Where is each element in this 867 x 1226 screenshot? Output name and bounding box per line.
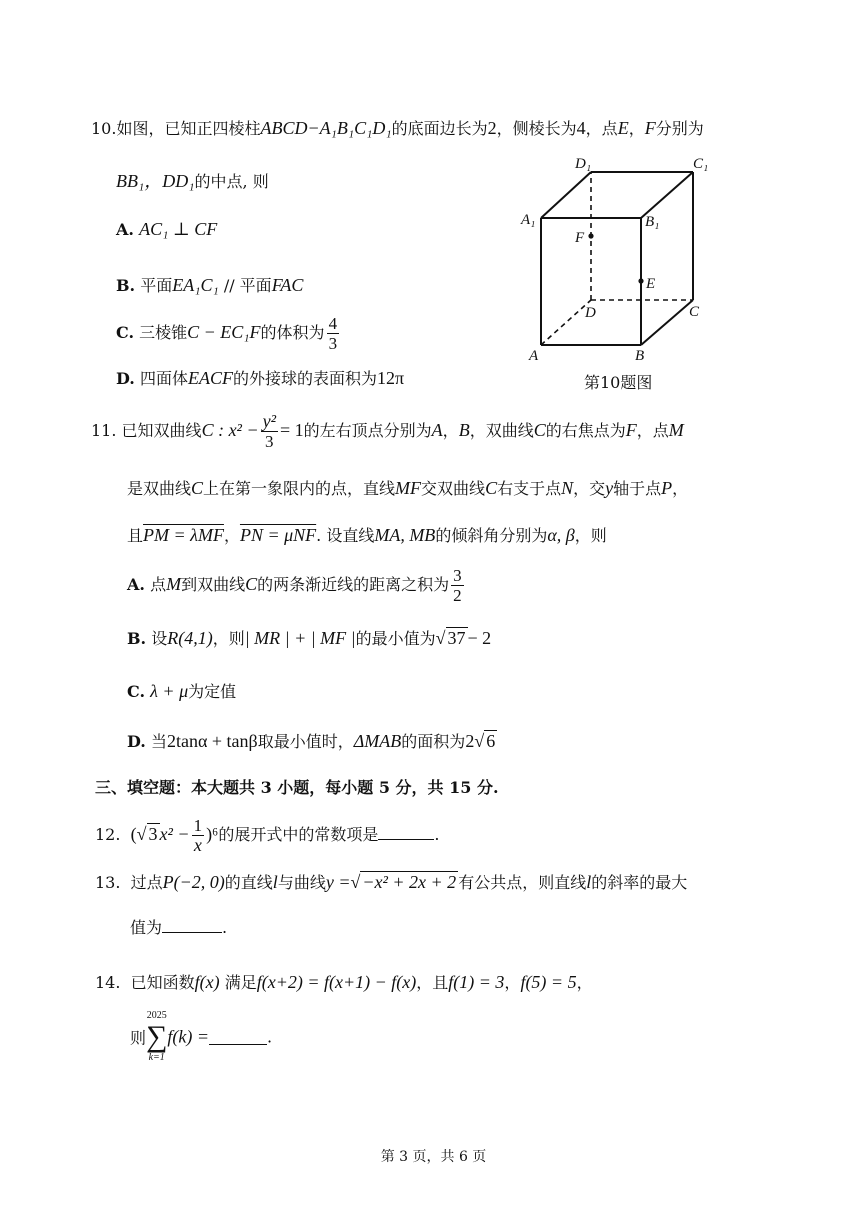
volume-fraction: $\frac{4}{3}$: [328, 314, 338, 353]
prism-name: ABCD−A₁B₁C₁D₁: [260, 118, 392, 138]
edge-B1-C1: [641, 172, 693, 218]
label-F: F: [575, 230, 585, 246]
label-E: E: [646, 276, 656, 292]
q10-option-c: C. 三棱锥C − EC₁F的体积为 $\frac{4}{3}$: [116, 314, 338, 353]
q11-option-c: C. λ + μ为定值: [127, 681, 237, 701]
q12-line: 12. (√ 3 x² − $\frac{1}{x}$ )⁶的展开式中的常数项是 .: [95, 816, 440, 855]
hyperbola-fraction: $\frac{\text{y²}}{3}$: [262, 411, 276, 451]
label-C1: C₁: [693, 156, 709, 172]
q10-number: 10.: [91, 119, 117, 138]
q11-line2: 是双曲线C上在第一象限内的点，直线MF交双曲线C右支于点N，交y轴于点P，: [127, 478, 689, 498]
label-A1: A₁: [521, 212, 536, 228]
label-B: B: [635, 348, 645, 364]
q11-line3: 且PM = λMF，PN = μNF. 设直线MA, MB的倾斜角分别为α, β，则: [127, 525, 607, 545]
q14-line1: 14. 已知函数f(x) 满足f(x+2) = f(x+1) − f(x)，且f(1) = 3，f(5) = 5，: [95, 972, 593, 992]
q14-number: 14.: [95, 973, 121, 992]
point-F: [588, 233, 593, 238]
label-C: C: [689, 304, 700, 320]
q10-line1: 10.如图，已知正四棱柱ABCD−A₁B₁C₁D₁的底面边长为2，侧棱长为4，点E，F分别为: [91, 118, 704, 138]
distance-product-fraction: $\frac{3}{2}$: [453, 566, 462, 605]
answer-blank[interactable]: [209, 1030, 267, 1045]
q11-number: 11.: [91, 421, 117, 440]
label-B1: B₁: [645, 214, 660, 230]
q12-number: 12.: [95, 825, 121, 844]
q13-line2: 值为 .: [130, 918, 228, 937]
q11-option-d: D. 当2tanα + tanβ取最小值时，ΔMAB的面积为2√ 6: [127, 731, 496, 751]
q11-option-a: A. 点M到双曲线C的两条渐近线的距离之积为 $\frac{3}{2}$: [127, 566, 462, 605]
edge-B-C: [641, 300, 693, 345]
section-3-header: 三、填空题：本大题共 3 小题，每小题 5 分，共 15 分.: [95, 778, 499, 797]
edge-A1-D1: [541, 172, 591, 218]
label-D1: D₁: [575, 156, 592, 172]
page-footer: 第 3 页，共 6 页: [380, 1149, 487, 1165]
prism-figure: [515, 150, 745, 390]
q11-line1: 11. 已知双曲线C : x² − $\frac{\text{y²}}{3}$ = 1的左右顶点分别为A，B，双曲线C的右焦点为F，点M: [91, 411, 684, 451]
q10-option-b: B. 平面EA₁C₁ // 平面FAC: [116, 275, 304, 295]
point-E: [638, 278, 643, 283]
q10-line2: BB₁，DD₁的中点, 则: [116, 171, 269, 191]
label-A: A: [529, 348, 539, 364]
q14-line2: 则 2025 ∑ k=1 f(k) = .: [130, 1010, 273, 1063]
q11-option-b: B. 设R(4,1)，则| MR | + | MF |的最小值为√ 37 − 2: [127, 628, 492, 648]
label-D: D: [585, 305, 596, 321]
answer-blank[interactable]: [162, 918, 222, 933]
summation: 2025 ∑ k=1: [146, 1010, 168, 1063]
answer-blank[interactable]: [378, 825, 434, 840]
hidden-edge-A-D: [541, 300, 591, 345]
q12-fraction: $\frac{1}{x}$: [193, 816, 203, 855]
q13-line1: 13. 过点P(−2, 0)的直线l与曲线y =√ −x² + 2x + 2 有公共点，则直线l的斜率的最大: [95, 872, 688, 892]
figure-caption: 第10题图: [584, 373, 653, 392]
q10-option-a: A. AC₁ ⊥ CF: [116, 219, 218, 239]
q13-number: 13.: [95, 873, 121, 892]
q10-option-d: D. 四面体EACF的外接球的表面积为12π: [116, 368, 405, 388]
